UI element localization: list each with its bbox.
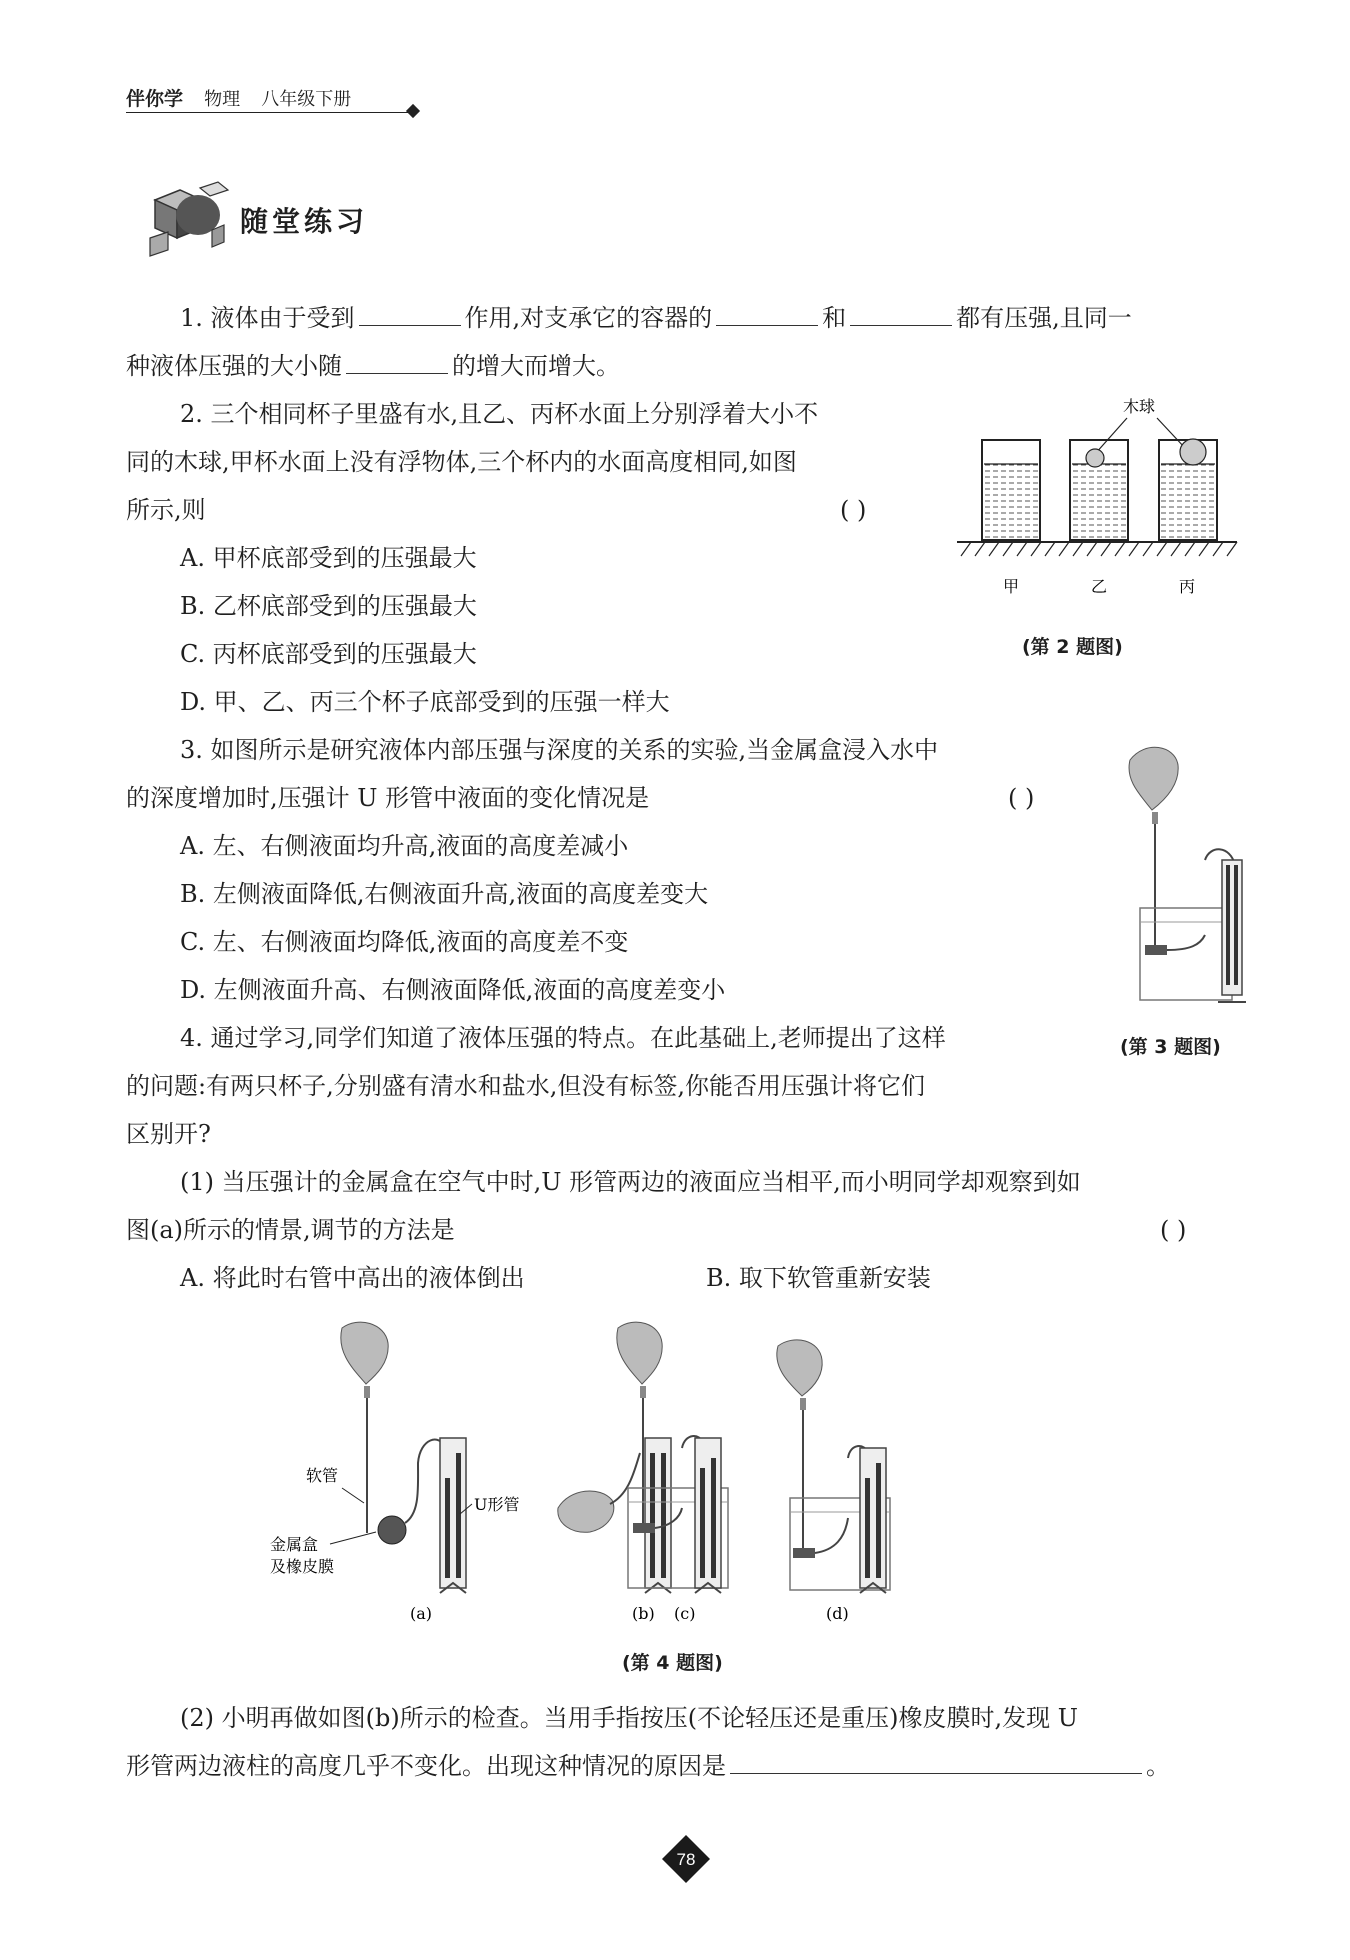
fig2-cup-label-yi: 乙 xyxy=(1091,577,1108,596)
q4-part2-line-2: 形管两边液柱的高度几乎不变化。出现这种情况的原因是 。 xyxy=(126,1752,1170,1780)
q4-line-2: 的问题:有两只杯子,分别盛有清水和盐水,但没有标签,你能否用压强计将它们 xyxy=(126,1072,925,1100)
q1-blank-3[interactable] xyxy=(850,303,952,326)
fig4-hose-label: 软管 xyxy=(306,1466,339,1485)
q4-line-3: 区别开? xyxy=(126,1120,211,1148)
q3-line-2: 的深度增加时,压强计 U 形管中液面的变化情况是 xyxy=(126,784,650,812)
fig4-sub-b: (b) xyxy=(632,1604,655,1623)
header-subject: 物理 xyxy=(204,89,241,110)
page-number-badge xyxy=(660,1833,712,1885)
q4-part2-blank[interactable] xyxy=(730,1751,1142,1774)
fig4-box-label-2: 及橡皮膜 xyxy=(270,1557,335,1576)
q1-blank-4[interactable] xyxy=(346,351,448,374)
q3-answer-paren[interactable]: ( ) xyxy=(1008,784,1035,812)
page-number: 78 xyxy=(676,1850,696,1869)
fig2-caption: (第 2 题图) xyxy=(1022,636,1123,658)
fig4-panel-d xyxy=(777,1340,890,1623)
q3-option-a: A. 左、右侧液面均升高,液面的高度差减小 xyxy=(180,832,629,860)
q4-part1-answer-paren[interactable]: ( ) xyxy=(1160,1216,1187,1244)
q2-option-a: A. 甲杯底部受到的压强最大 xyxy=(180,544,477,572)
fig4-sub-c: (c) xyxy=(674,1604,696,1623)
q4-part1-option-a: A. 将此时右管中高出的液体倒出 xyxy=(180,1264,525,1292)
q3-option-b: B. 左侧液面降低,右侧液面升高,液面的高度差变大 xyxy=(180,880,709,908)
q4-part1-option-b: B. 取下软管重新安装 xyxy=(706,1264,931,1292)
q1-line-2: 种液体压强的大小随 的增大而增大。 xyxy=(126,352,620,380)
q3-option-d: D. 左侧液面升高、右侧液面降低,液面的高度差变小 xyxy=(180,976,726,1004)
q2-line-3: 所示,则 xyxy=(126,496,206,524)
fig4-box-label-1: 金属盒 xyxy=(270,1535,319,1554)
q4-part1-line-1: (1) 当压强计的金属盒在空气中时,U 形管两边的液面应当相平,而小明同学却观察到如 xyxy=(180,1168,1081,1196)
q4-part2-line-1: (2) 小明再做如图(b)所示的检查。当用手指按压(不论轻压还是重压)橡皮膜时,发现 U xyxy=(180,1704,1078,1732)
section-title: 随堂练习 xyxy=(240,205,369,238)
header-brand: 伴你学 xyxy=(126,88,184,110)
fig4-sub-a: (a) xyxy=(410,1604,433,1623)
q2-figure-cups xyxy=(945,390,1245,610)
q4-part1-line-2: 图(a)所示的情景,调节的方法是 xyxy=(126,1216,455,1244)
q1-blank-2[interactable] xyxy=(716,303,818,326)
q1-line-1: 1. 液体由于受到 作用,对支承它的容器的 和 都有压强,且同一 xyxy=(180,304,1132,332)
header-rule xyxy=(126,112,416,113)
fig4-panel-a xyxy=(270,1322,520,1623)
q2-option-b: B. 乙杯底部受到的压强最大 xyxy=(180,592,477,620)
fig2-cup-label-bing: 丙 xyxy=(1179,577,1196,596)
q2-answer-paren[interactable]: ( ) xyxy=(840,496,867,524)
q3-line-1: 3. 如图所示是研究液体内部压强与深度的关系的实验,当金属盒浸入水中 xyxy=(180,736,939,764)
fig3-caption: (第 3 题图) xyxy=(1120,1036,1221,1058)
q3-figure-pressure-gauge xyxy=(1120,740,1260,1010)
q4-line-1: 4. 通过学习,同学们知道了液体压强的特点。在此基础上,老师提出了这样 xyxy=(180,1024,946,1052)
cubes-icon xyxy=(140,180,230,260)
running-header xyxy=(126,84,421,114)
q2-line-2: 同的木球,甲杯水面上没有浮物体,三个杯内的水面高度相同,如图 xyxy=(126,448,797,476)
q3-option-c: C. 左、右侧液面均降低,液面的高度差不变 xyxy=(180,928,629,956)
fig4-utube-label: U形管 xyxy=(474,1495,520,1514)
fig2-ball-label: 木球 xyxy=(1123,397,1156,416)
q2-line-1: 2. 三个相同杯子里盛有水,且乙、丙杯水面上分别浮着大小不 xyxy=(180,400,819,428)
fig2-cup-label-jia: 甲 xyxy=(1003,577,1020,596)
q1-blank-1[interactable] xyxy=(359,303,461,326)
q4-figure-gauges xyxy=(270,1318,1100,1638)
fig4-sub-d: (d) xyxy=(826,1604,849,1623)
q2-option-d: D. 甲、乙、丙三个杯子底部受到的压强一样大 xyxy=(180,688,670,716)
header-grade: 八年级下册 xyxy=(261,89,352,110)
q2-option-c: C. 丙杯底部受到的压强最大 xyxy=(180,640,477,668)
fig4-caption: (第 4 题图) xyxy=(622,1652,723,1674)
